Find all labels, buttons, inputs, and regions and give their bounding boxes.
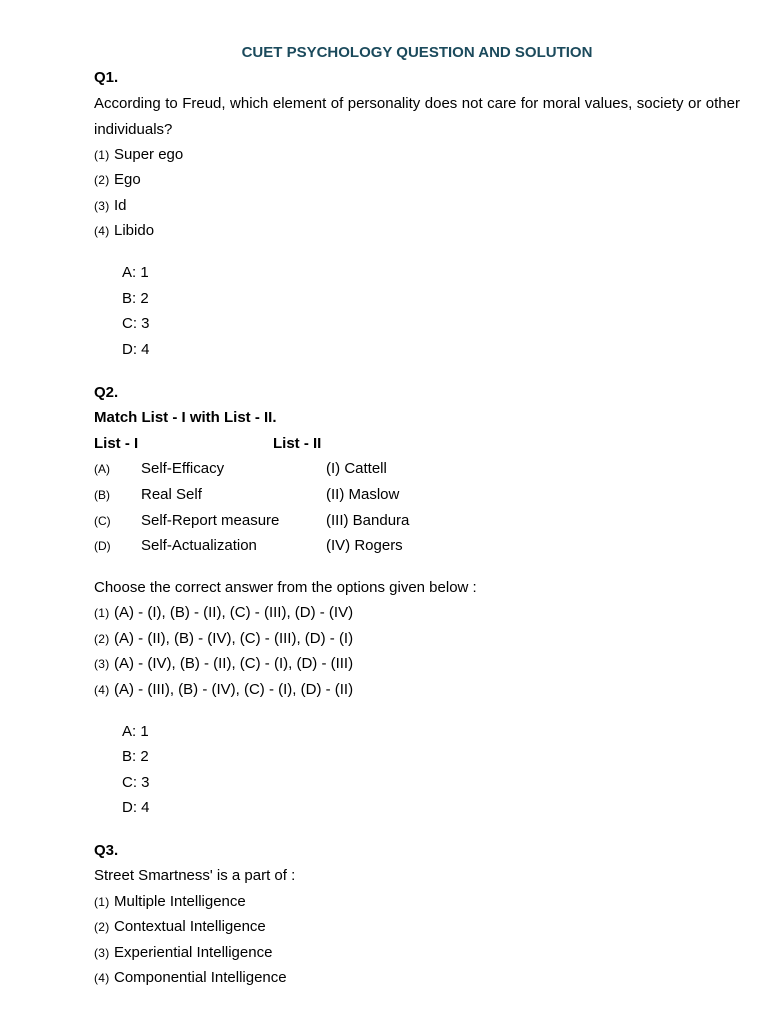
option-number: (3) — [94, 199, 110, 213]
question-prompt: Choose the correct answer from the options given below : — [94, 579, 477, 596]
question-text: According to Freud, which element of personality does not care for moral values, society or other individuals? — [94, 95, 740, 138]
option-item — [94, 171, 141, 189]
option-item — [94, 222, 154, 240]
option-number: (4) — [94, 971, 110, 985]
question-label: Q3. — [94, 842, 119, 859]
option-number: (1) — [94, 895, 110, 909]
answer-choice: D: 4 — [122, 341, 150, 358]
match-value: (IV) Rogers — [326, 537, 403, 554]
answer-choice: C: 3 — [122, 315, 150, 332]
match-key: (B) — [94, 488, 110, 502]
option-number: (2) — [94, 920, 110, 934]
answer-choice: C: 3 — [122, 774, 150, 791]
answer-choice: D: 4 — [122, 799, 150, 816]
match-value: (III) Bandura — [326, 512, 410, 529]
option-text: Contextual Intelligence — [114, 918, 266, 935]
answer-choice: B: 2 — [122, 748, 149, 765]
option-text: Libido — [114, 222, 155, 239]
document-title: CUET PSYCHOLOGY QUESTION AND SOLUTION — [241, 44, 593, 61]
option-text: (A) - (III), (B) - (IV), (C) - (I), (D) - (II) — [114, 681, 354, 698]
match-row — [94, 486, 740, 504]
option-text: Ego — [114, 171, 141, 188]
match-item: Self-Report measure — [141, 512, 280, 529]
option-item — [94, 197, 127, 215]
match-key: (C) — [94, 514, 111, 528]
option-item — [94, 146, 183, 164]
option-item — [94, 969, 287, 987]
option-item — [94, 630, 353, 648]
option-item — [94, 604, 353, 622]
answer-choice: A: 1 — [122, 723, 149, 740]
option-number: (1) — [94, 606, 110, 620]
question-label: Q2. — [94, 384, 119, 401]
list-2-header: List - II — [273, 435, 322, 452]
list-1-header: List - I — [94, 435, 139, 452]
match-value: (II) Maslow — [326, 486, 400, 503]
option-text: (A) - (I), (B) - (II), (C) - (III), (D) - (IV) — [114, 604, 354, 621]
match-value: (I) Cattell — [326, 460, 387, 477]
match-key: (A) — [94, 462, 110, 476]
match-row — [94, 512, 740, 530]
match-key: (D) — [94, 539, 111, 553]
question-instruction: Match List - I with List - II. — [94, 409, 277, 426]
option-text: (A) - (IV), (B) - (II), (C) - (I), (D) - (III) — [114, 655, 354, 672]
option-text: Experiential Intelligence — [114, 944, 273, 961]
option-number: (4) — [94, 683, 110, 697]
question-text: Street Smartness' is a part of : — [94, 867, 296, 884]
option-text: (A) - (II), (B) - (IV), (C) - (III), (D) - (I) — [114, 630, 354, 647]
option-number: (4) — [94, 224, 110, 238]
option-text: Id — [114, 197, 127, 214]
list-header-row — [94, 435, 740, 453]
option-item — [94, 944, 272, 962]
option-item — [94, 655, 353, 673]
option-item — [94, 918, 266, 936]
option-number: (1) — [94, 148, 110, 162]
option-number: (3) — [94, 946, 110, 960]
option-text: Super ego — [114, 146, 184, 163]
match-row — [94, 537, 740, 555]
option-item — [94, 893, 246, 911]
option-item — [94, 681, 353, 699]
option-text: Componential Intelligence — [114, 969, 287, 986]
answer-choice: B: 2 — [122, 290, 149, 307]
option-number: (2) — [94, 173, 110, 187]
match-item: Self-Actualization — [141, 537, 257, 554]
question-label: Q1. — [94, 69, 119, 86]
answer-choice: A: 1 — [122, 264, 149, 281]
option-text: Multiple Intelligence — [114, 893, 246, 910]
match-item: Self-Efficacy — [141, 460, 225, 477]
match-item: Real Self — [141, 486, 202, 503]
match-row — [94, 460, 740, 478]
option-number: (2) — [94, 632, 110, 646]
option-number: (3) — [94, 657, 110, 671]
